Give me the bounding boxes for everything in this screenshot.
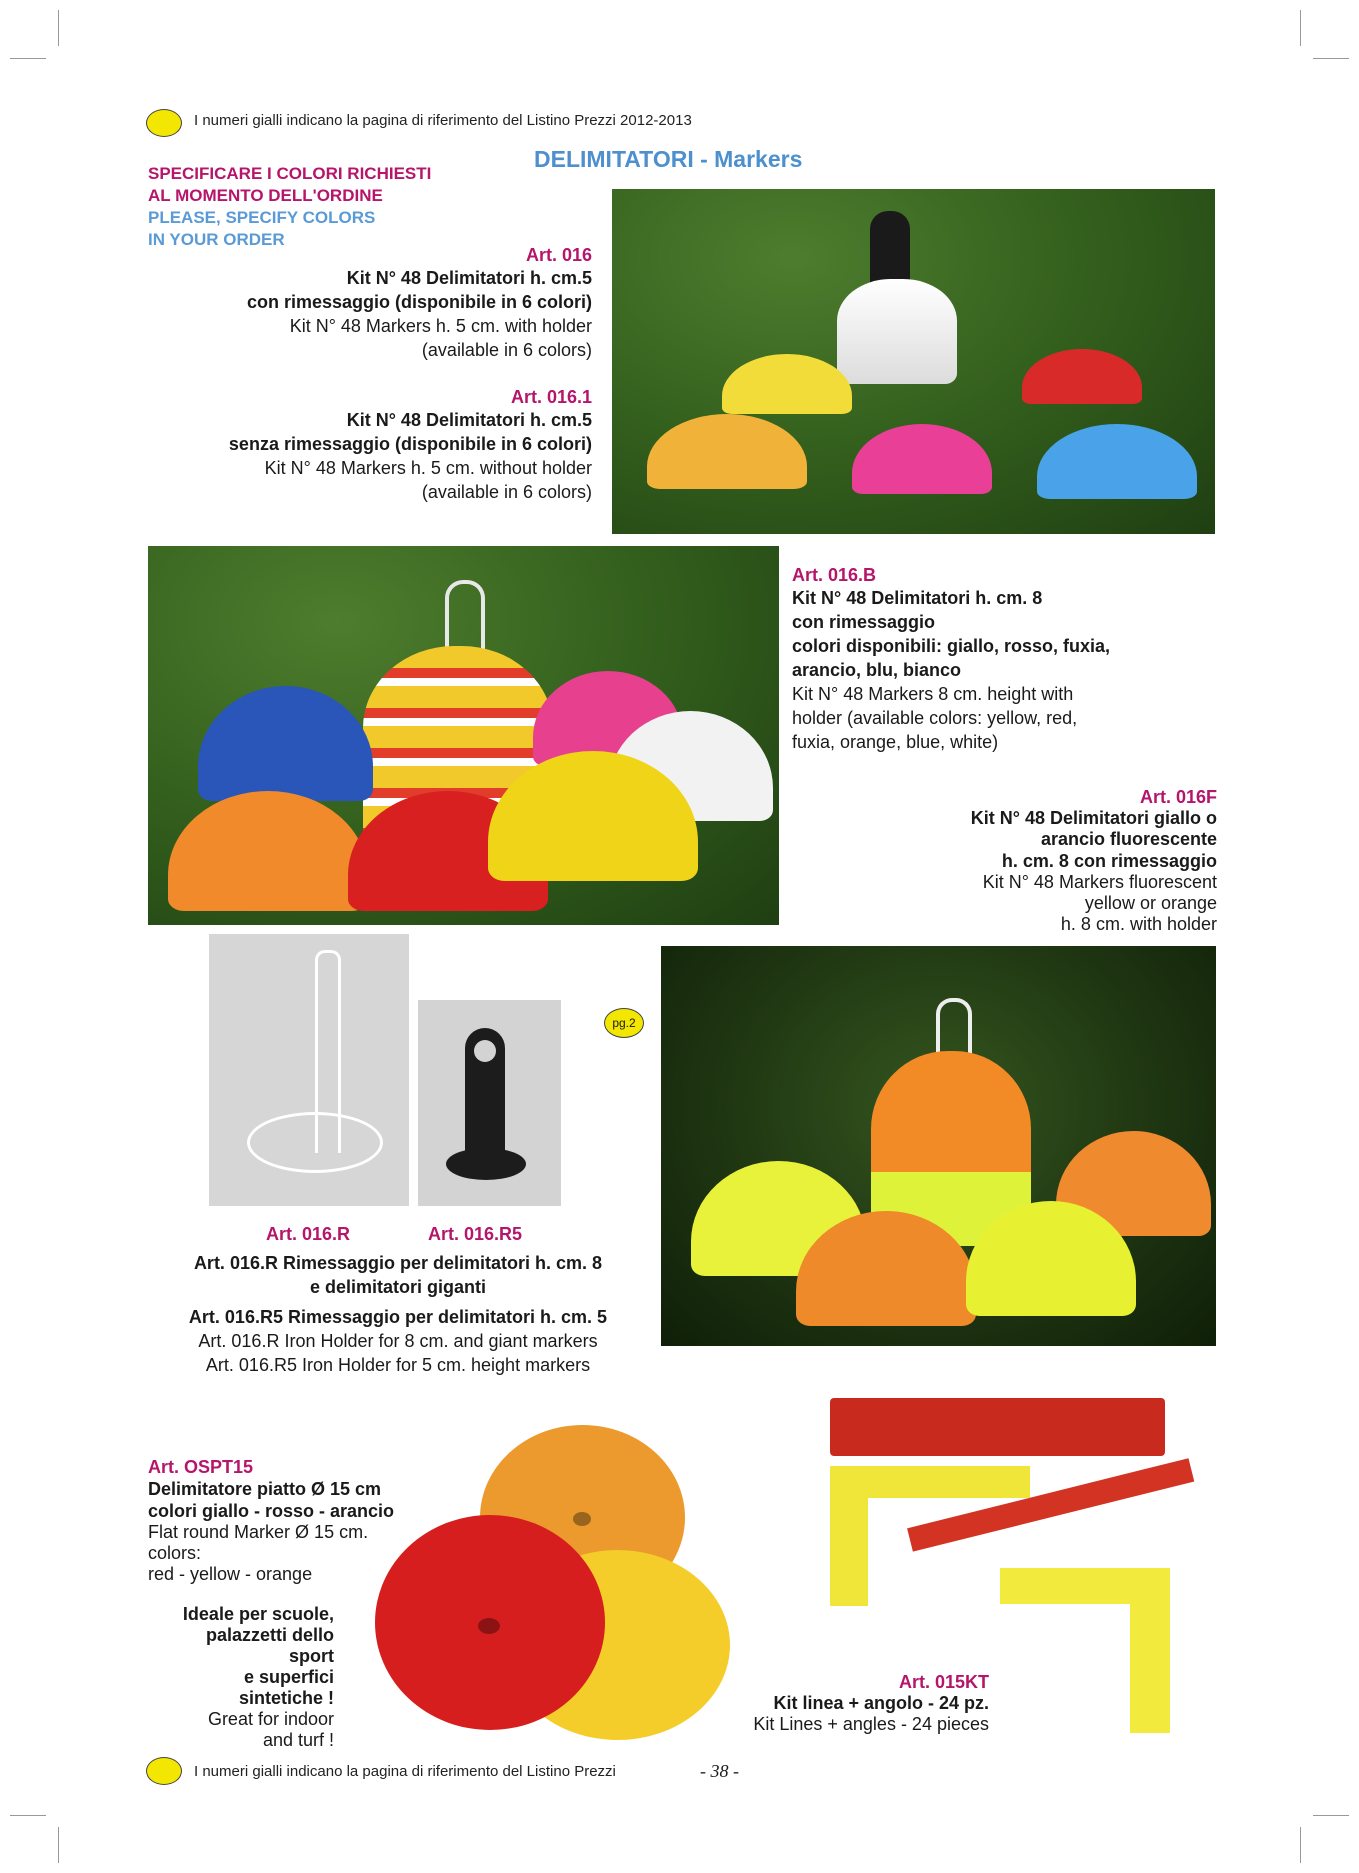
- holders-block: [148, 1251, 648, 1377]
- art-016f-en2: yellow or orange: [1084, 893, 1217, 913]
- crop-mark: [1313, 1815, 1349, 1816]
- specify-en-line1: PLEASE, SPECIFY COLORS: [148, 208, 376, 227]
- photo-markers-5cm: [612, 189, 1215, 534]
- ospt15-ideal5: sintetiche !: [238, 1688, 334, 1708]
- crop-mark: [1300, 1827, 1301, 1863]
- art-0161-block: [112, 387, 592, 504]
- ospt15-en2: colors:: [148, 1543, 202, 1563]
- holders-it-r-line1: Art. 016.R Rimessaggio per delimitatori h. cm. 8: [193, 1253, 603, 1273]
- ospt15-ideal1: Ideale per scuole,: [182, 1604, 334, 1624]
- crop-mark: [1300, 10, 1301, 46]
- art-0161-en1: Kit N° 48 Markers h. 5 cm. without holder: [264, 458, 592, 478]
- holders-en-r: Art. 016.R Iron Holder for 8 cm. and giant markers: [198, 1331, 598, 1351]
- yellow-dot-icon: [146, 109, 182, 137]
- plastic-holder-base-icon: [446, 1148, 526, 1180]
- holders-it-r5: Art. 016.R5 Rimessaggio per delimitatori h. cm. 5: [188, 1307, 608, 1327]
- ospt15-great1: Great for indoor: [207, 1709, 334, 1729]
- art-016-it1: Kit N° 48 Delimitatori h. cm.5: [346, 268, 592, 288]
- art-015kt-it1: Kit linea + angolo - 24 pz.: [773, 1693, 989, 1713]
- ospt15-it1: Delimitatore piatto Ø 15 cm: [148, 1479, 382, 1499]
- crop-mark: [1313, 58, 1349, 59]
- art-015kt-code: Art. 015KT: [898, 1672, 989, 1692]
- art-016b-code: Art. 016.B: [792, 565, 877, 585]
- page-number: - 38 -: [700, 1761, 739, 1781]
- footer-note: I numeri gialli indicano la pagina di riferimento del Listino Prezzi: [194, 1763, 616, 1780]
- holders-it-r-line2: e delimitatori giganti: [309, 1277, 487, 1297]
- art-016b-it2: con rimessaggio: [792, 612, 936, 632]
- photo-fluorescent-markers: [661, 946, 1216, 1346]
- page-ref-badge-label: pg.2: [612, 1016, 636, 1030]
- blue-marker-icon: [1037, 424, 1197, 499]
- disc-hole-icon: [573, 1512, 591, 1526]
- ospt15-block: [148, 1457, 448, 1585]
- art-016f-block: [797, 787, 1217, 935]
- art-016b-it3: colori disponibili: giallo, rosso, fuxia,: [792, 636, 1111, 656]
- art-0161-en2: (available in 6 colors): [421, 482, 592, 502]
- art-016r5-code: Art. 016.R5: [428, 1224, 523, 1244]
- photo-plastic-holder: [418, 1000, 561, 1206]
- blue-marker-icon: [198, 686, 373, 801]
- iron-holder-ring-icon: [247, 1112, 383, 1173]
- orange-marker-icon: [168, 791, 368, 911]
- holder-codes: [266, 1224, 350, 1245]
- crop-mark: [10, 1815, 46, 1816]
- yellow-angle-icon: [830, 1466, 868, 1606]
- art-016b-it1: Kit N° 48 Delimitatori h. cm. 8: [792, 588, 1043, 608]
- specify-en-line2: IN YOUR ORDER: [148, 230, 285, 249]
- photo-markers-8cm: [148, 546, 779, 925]
- art-016-code: Art. 016: [525, 245, 592, 265]
- red-marker-icon: [1022, 349, 1142, 404]
- art-015kt-en1: Kit Lines + angles - 24 pieces: [753, 1714, 989, 1734]
- white-stack-icon: [837, 279, 957, 384]
- art-016r-code: Art. 016.R: [266, 1224, 351, 1244]
- header-note: I numeri gialli indicano la pagina di riferimento del Listino Prezzi 2012-2013: [194, 112, 692, 129]
- specify-it-line1: SPECIFICARE I COLORI RICHIESTI: [148, 164, 432, 183]
- holder-codes-r5: [428, 1224, 522, 1245]
- art-016f-it3: h. cm. 8 con rimessaggio: [1001, 851, 1217, 871]
- yellow-marker-icon: [722, 354, 852, 414]
- art-016-en1: Kit N° 48 Markers h. 5 cm. with holder: [289, 316, 592, 336]
- red-line-bundle-icon: [830, 1398, 1165, 1456]
- photo-iron-holder: [209, 934, 409, 1206]
- ospt15-en3: red - yellow - orange: [148, 1564, 313, 1584]
- holders-en-r5: Art. 016.R5 Iron Holder for 5 cm. height markers: [205, 1355, 591, 1375]
- art-0161-code: Art. 016.1: [510, 387, 592, 407]
- crop-mark: [58, 10, 59, 46]
- orange-marker-icon: [647, 414, 807, 489]
- art-016b-block: [792, 565, 1212, 754]
- art-016b-en3: fuxia, orange, blue, white): [792, 732, 999, 752]
- art-016f-en1: Kit N° 48 Markers fluorescent: [982, 872, 1217, 892]
- yellow-dot-icon: [146, 1757, 182, 1785]
- art-016f-it2: arancio fluorescente: [1040, 829, 1217, 849]
- ospt15-en1: Flat round Marker Ø 15 cm.: [148, 1522, 369, 1542]
- art-016b-it4: arancio, blu, bianco: [792, 660, 962, 680]
- plastic-holder-hole-icon: [474, 1040, 496, 1062]
- specify-it-line2: AL MOMENTO DELL'ORDINE: [148, 186, 383, 205]
- crop-mark: [10, 58, 46, 59]
- art-016b-en2: holder (available colors: yellow, red,: [792, 708, 1078, 728]
- art-0161-it1: Kit N° 48 Delimitatori h. cm.5: [346, 410, 592, 430]
- ospt15-ideal2: palazzetti dello: [205, 1625, 334, 1645]
- art-016b-en1: Kit N° 48 Markers 8 cm. height with: [792, 684, 1074, 704]
- crop-mark: [58, 1827, 59, 1863]
- ospt15-ideal3: sport: [289, 1646, 334, 1666]
- ospt15-ideal-block: [134, 1604, 334, 1751]
- pink-marker-icon: [852, 424, 992, 494]
- art-015kt-block: [629, 1672, 989, 1735]
- ospt15-great2: and turf !: [262, 1730, 334, 1750]
- ospt15-ideal4: e superfici: [243, 1667, 334, 1687]
- section-title: DELIMITATORI - Markers: [534, 146, 803, 172]
- disc-hole-icon: [478, 1618, 500, 1634]
- yellow-angle-icon: [1130, 1568, 1170, 1733]
- ospt15-code: Art. OSPT15: [148, 1457, 254, 1477]
- art-0161-it2: senza rimessaggio (disponibile in 6 colori): [228, 434, 592, 454]
- specify-colors-block: [148, 163, 431, 251]
- art-016f-code: Art. 016F: [1139, 787, 1217, 807]
- art-016-it2: con rimessaggio (disponibile in 6 colori): [246, 292, 592, 312]
- art-016-block: [112, 245, 592, 362]
- art-016f-it1: Kit N° 48 Delimitatori giallo o: [970, 808, 1217, 828]
- art-016f-en3: h. 8 cm. with holder: [1060, 914, 1217, 934]
- art-016-en2: (available in 6 colors): [421, 340, 592, 360]
- page-ref-badge: [604, 1008, 644, 1038]
- ospt15-it2: colori giallo - rosso - arancio: [148, 1501, 395, 1521]
